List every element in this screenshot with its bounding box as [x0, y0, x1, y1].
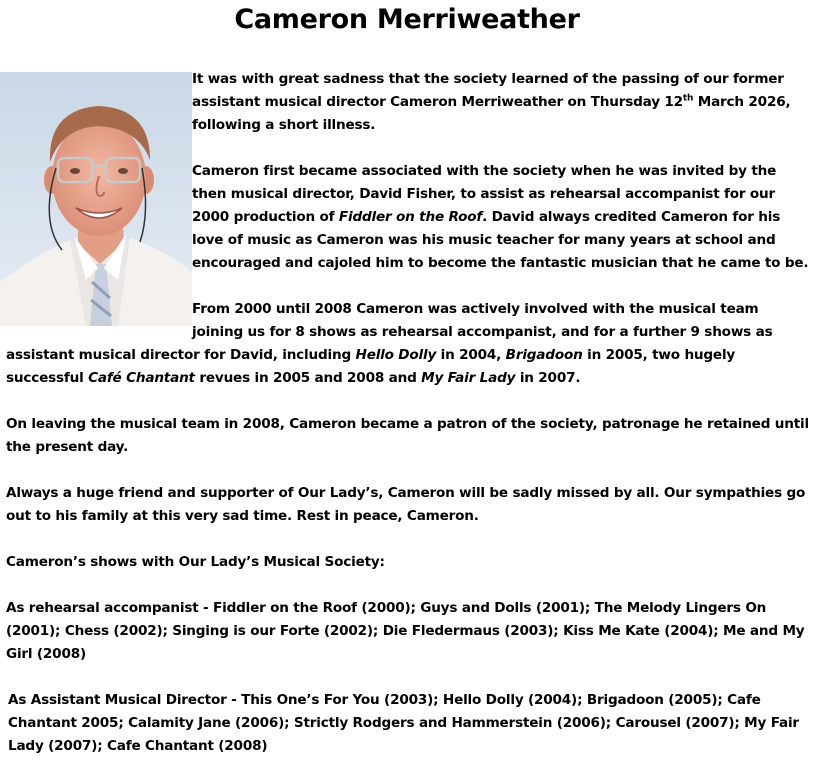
rehearsal-shows-list: As rehearsal accompanist - Fiddler on the Roof (2000); Guys and Dolls (2001); The Melody Lingers On (2001); Chess (2002); Singing is our Forte (2002); Die Fledermaus (2003); Kiss Me Kate (2004); Me and My Girl (2008) [6, 600, 805, 662]
paragraph-intro: It was with great sadness that the society learned of the passing of our former assistant musical director Cameron Merriweather on Thursday 12th March 2026, following a short illness. [192, 71, 791, 133]
paragraph-involvement: From 2000 until 2008 Cameron was actively involved with the musical team joining us for 8 shows as rehearsal accompanist, and for a further 9 shows as assistant musical director for David, including Hello Dolly in 2004, Brigadoon in 2005, two hugely successful Café Chantant revues in 2005 and 2008 and My Fair Lady in 2007. [6, 301, 773, 386]
obituary-text [6, 68, 814, 781]
paragraph-tribute: Always a huge friend and supporter of Our Lady’s, Cameron will be sadly missed by all. Our sympathies go out to his family at this very sad time. Rest in peace, Cameron. [6, 485, 806, 524]
paragraph-history: Cameron first became associated with the society when he was invited by the then musical director, David Fisher, to assist as rehearsal accompanist for our 2000 production of Fiddler on the Roof. David always credited Cameron for his love of music as Cameron was his music teacher for many years at school and encouraged and cajoled him to become the fantastic musician that he came to be. [192, 163, 809, 271]
page-title: Cameron Merriweather [234, 4, 580, 35]
shows-heading: Cameron’s shows with Our Lady’s Musical Society: [6, 554, 385, 570]
assistant-director-shows-list: As Assistant Musical Director - This One’s For You (2003); Hello Dolly (2004); Brigadoon (2005); Cafe Chantant 2005; Calamity Jane (2006); Strictly Rodgers and Hammerstein (2006); Carousel (2007); My Fair Lady (2007); Cafe Chantant (2008) [8, 692, 799, 754]
paragraph-patron: On leaving the musical team in 2008, Cameron became a patron of the society, patronage he retained until the present day. [6, 416, 809, 455]
